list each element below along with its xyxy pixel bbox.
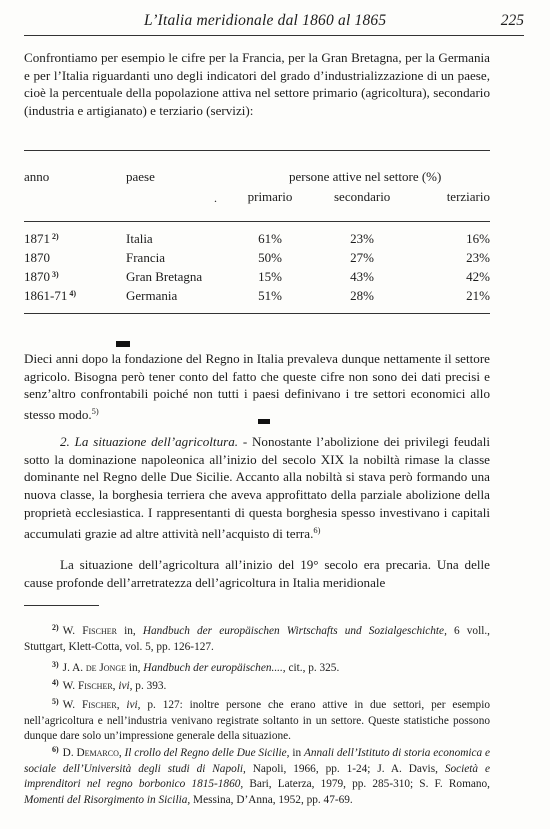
- footnote-text: Napoli, 1966, pp. 1-24; J. A. Davis,: [245, 762, 445, 775]
- footnote: [24, 620, 490, 655]
- column-header-primario: primario: [247, 189, 293, 204]
- footnote-author: J. A. de Jonge: [62, 662, 127, 674]
- footnote-text: p. 127: inoltre persone che erano attive in due settori, per esempio nell’agricoltura e nell’industria venivano registrate soltanto in un settore. Queste statistiche possono dunque dare solo un’impressione generale della situazione.: [24, 699, 490, 743]
- ink-mark: [116, 341, 130, 347]
- cell-secondario: 28%: [350, 288, 374, 303]
- page-number: 225: [500, 12, 524, 29]
- footnote-ref: 6): [313, 524, 321, 535]
- footnote-text: Bari, Laterza, 1979, pp. 285-310; S. F. Romano,: [243, 778, 490, 791]
- footnote-work: Handbuch der europäischen....,: [143, 662, 286, 674]
- footnote: [24, 657, 490, 677]
- footnote-text: in,: [126, 662, 144, 674]
- footnote-text: in,: [116, 625, 143, 637]
- footnote-text: cit., p. 325.: [285, 662, 340, 674]
- footnote: [24, 694, 490, 745]
- footnote-ref: 2): [52, 232, 59, 241]
- paragraph-text: - Nonostante l’abolizione dei privilegi feudali sotto la dominazione napoleonica all’inizio del secolo XIX la nobiltà rimase la classe dominante nel Regno delle Due Sicilie. Accanto alla nobiltà si stava però formando una nuova classe, la borghesia terriera che aveva approfittato della parziale abolizione della proprietà ecclesiastica. I rappresentanti di questa borghesia spesso investivano i capitali accumulati grazie ad altre attività nell’acquisto di terra.: [24, 434, 490, 541]
- cell-paese: Germania: [126, 288, 178, 303]
- footnote-text: in: [289, 747, 304, 759]
- table-header-rule: [24, 221, 490, 222]
- footnote-text: Messina, D’Anna, 1952, pp. 47-69.: [190, 793, 353, 806]
- footnote-ref: 3): [52, 270, 59, 279]
- paragraph-agricultural-sector: [24, 350, 490, 424]
- cell-primario: 50%: [258, 250, 282, 265]
- footnote: [24, 742, 490, 808]
- table-bottom-rule: [24, 313, 490, 314]
- footnote-number: 3): [52, 660, 59, 669]
- footnote-number: 4): [52, 678, 59, 687]
- column-header-anno: anno: [24, 169, 50, 184]
- table-top-rule: [24, 150, 490, 151]
- section-heading: 2. La situazione dell’agricoltura.: [60, 434, 239, 449]
- footnote-author: D. Demarco,: [62, 747, 122, 759]
- footnote-ref: 5): [91, 406, 99, 417]
- footnote-text: p. 393.: [132, 680, 167, 692]
- running-header: [24, 0, 524, 40]
- cell-anno: 1861-71: [24, 288, 68, 303]
- footnote: [24, 675, 490, 695]
- footnote-separator: [24, 605, 99, 606]
- footnote-author: W. Fischer,: [62, 699, 120, 711]
- cell-terziario: 21%: [466, 288, 490, 303]
- footnote-work: Società e imprenditori nel regno borbonico 1815-1860,: [24, 762, 490, 791]
- column-header-secondario: secondario: [334, 189, 391, 204]
- footnote-number: 5): [52, 697, 59, 706]
- cell-paese: Gran Bretagna: [126, 269, 203, 284]
- footnote-number: 6): [52, 745, 59, 754]
- cell-primario: 51%: [258, 288, 282, 303]
- footnote-author: W. Fischer,: [62, 680, 116, 692]
- footnote-text: 6 voll., Stuttgart, Klett-Cotta, vol. 5, pp. 126-127.: [24, 625, 491, 653]
- cell-secondario: 43%: [350, 269, 374, 284]
- intro-paragraph: Confrontiamo per esempio le cifre per la Francia, per la Gran Bretagna, per la Germania e per l’Italia riguardanti uno degli indicatori del grado d’industrializzazione di un paese, cioè la percentuale della popolazione attiva nel settore primario (agricoltura), secondario (industria e artigianato) e terziario (servizi):: [24, 50, 490, 119]
- cell-paese: Francia: [126, 250, 165, 265]
- paragraph-situazione: La situazione dell’agricoltura all’inizio del 19° secolo era precaria. Una delle cause profonde dell’arretratezza dell’agricoltura in Italia meridionale: [24, 557, 490, 590]
- cell-secondario: 23%: [350, 231, 374, 246]
- footnote-work: Annali dell’Istituto di storia economica e sociale dell’Università degli studi di Napoli,: [24, 747, 491, 775]
- paragraph-text: Dieci anni dopo la fondazione del Regno in Italia prevaleva dunque nettamente il settore agricolo. Bisogna però tener conto del fatto che queste cifre non sono dei dati precisi e senz’altro confrontabili poiché non tutti i paesi definivano i tre settori economici allo stesso modo.: [24, 351, 490, 423]
- running-title: L’Italia meridionale dal 1860 al 1865: [144, 12, 387, 29]
- footnote-author: W. Fischer: [62, 625, 117, 637]
- footnote-work: ivi,: [118, 680, 133, 692]
- cell-anno: 1870: [24, 250, 50, 265]
- footnote-number: 2): [52, 623, 59, 632]
- footnote-ref: 4): [69, 289, 77, 298]
- cell-secondario: 27%: [350, 250, 374, 265]
- cell-terziario: 23%: [466, 250, 490, 265]
- column-group-header: persone attive nel settore (%): [289, 169, 442, 184]
- cell-primario: 15%: [258, 269, 282, 284]
- footnote-work: Momenti del Risorgimento in Sicilia,: [24, 793, 191, 806]
- cell-anno: 1871: [24, 231, 50, 246]
- cell-paese: Italia: [126, 231, 153, 246]
- footnote-work: ivi,: [126, 699, 141, 711]
- footnote-work: Handbuch der europäischen Wirtschafts und Sozialgeschichte,: [142, 625, 447, 637]
- cell-terziario: 16%: [466, 231, 490, 246]
- cell-anno: 1870: [24, 269, 50, 284]
- column-header-terziario: terziario: [446, 189, 490, 204]
- header-rule: [24, 35, 524, 36]
- column-header-paese: paese: [126, 169, 155, 184]
- cell-primario: 61%: [258, 231, 282, 246]
- footnote-work: Il crollo del Regno delle Due Sicilie,: [124, 747, 290, 759]
- stray-dot: .: [214, 191, 217, 205]
- section-agricoltura-paragraph: [24, 433, 490, 542]
- cell-terziario: 42%: [466, 269, 490, 284]
